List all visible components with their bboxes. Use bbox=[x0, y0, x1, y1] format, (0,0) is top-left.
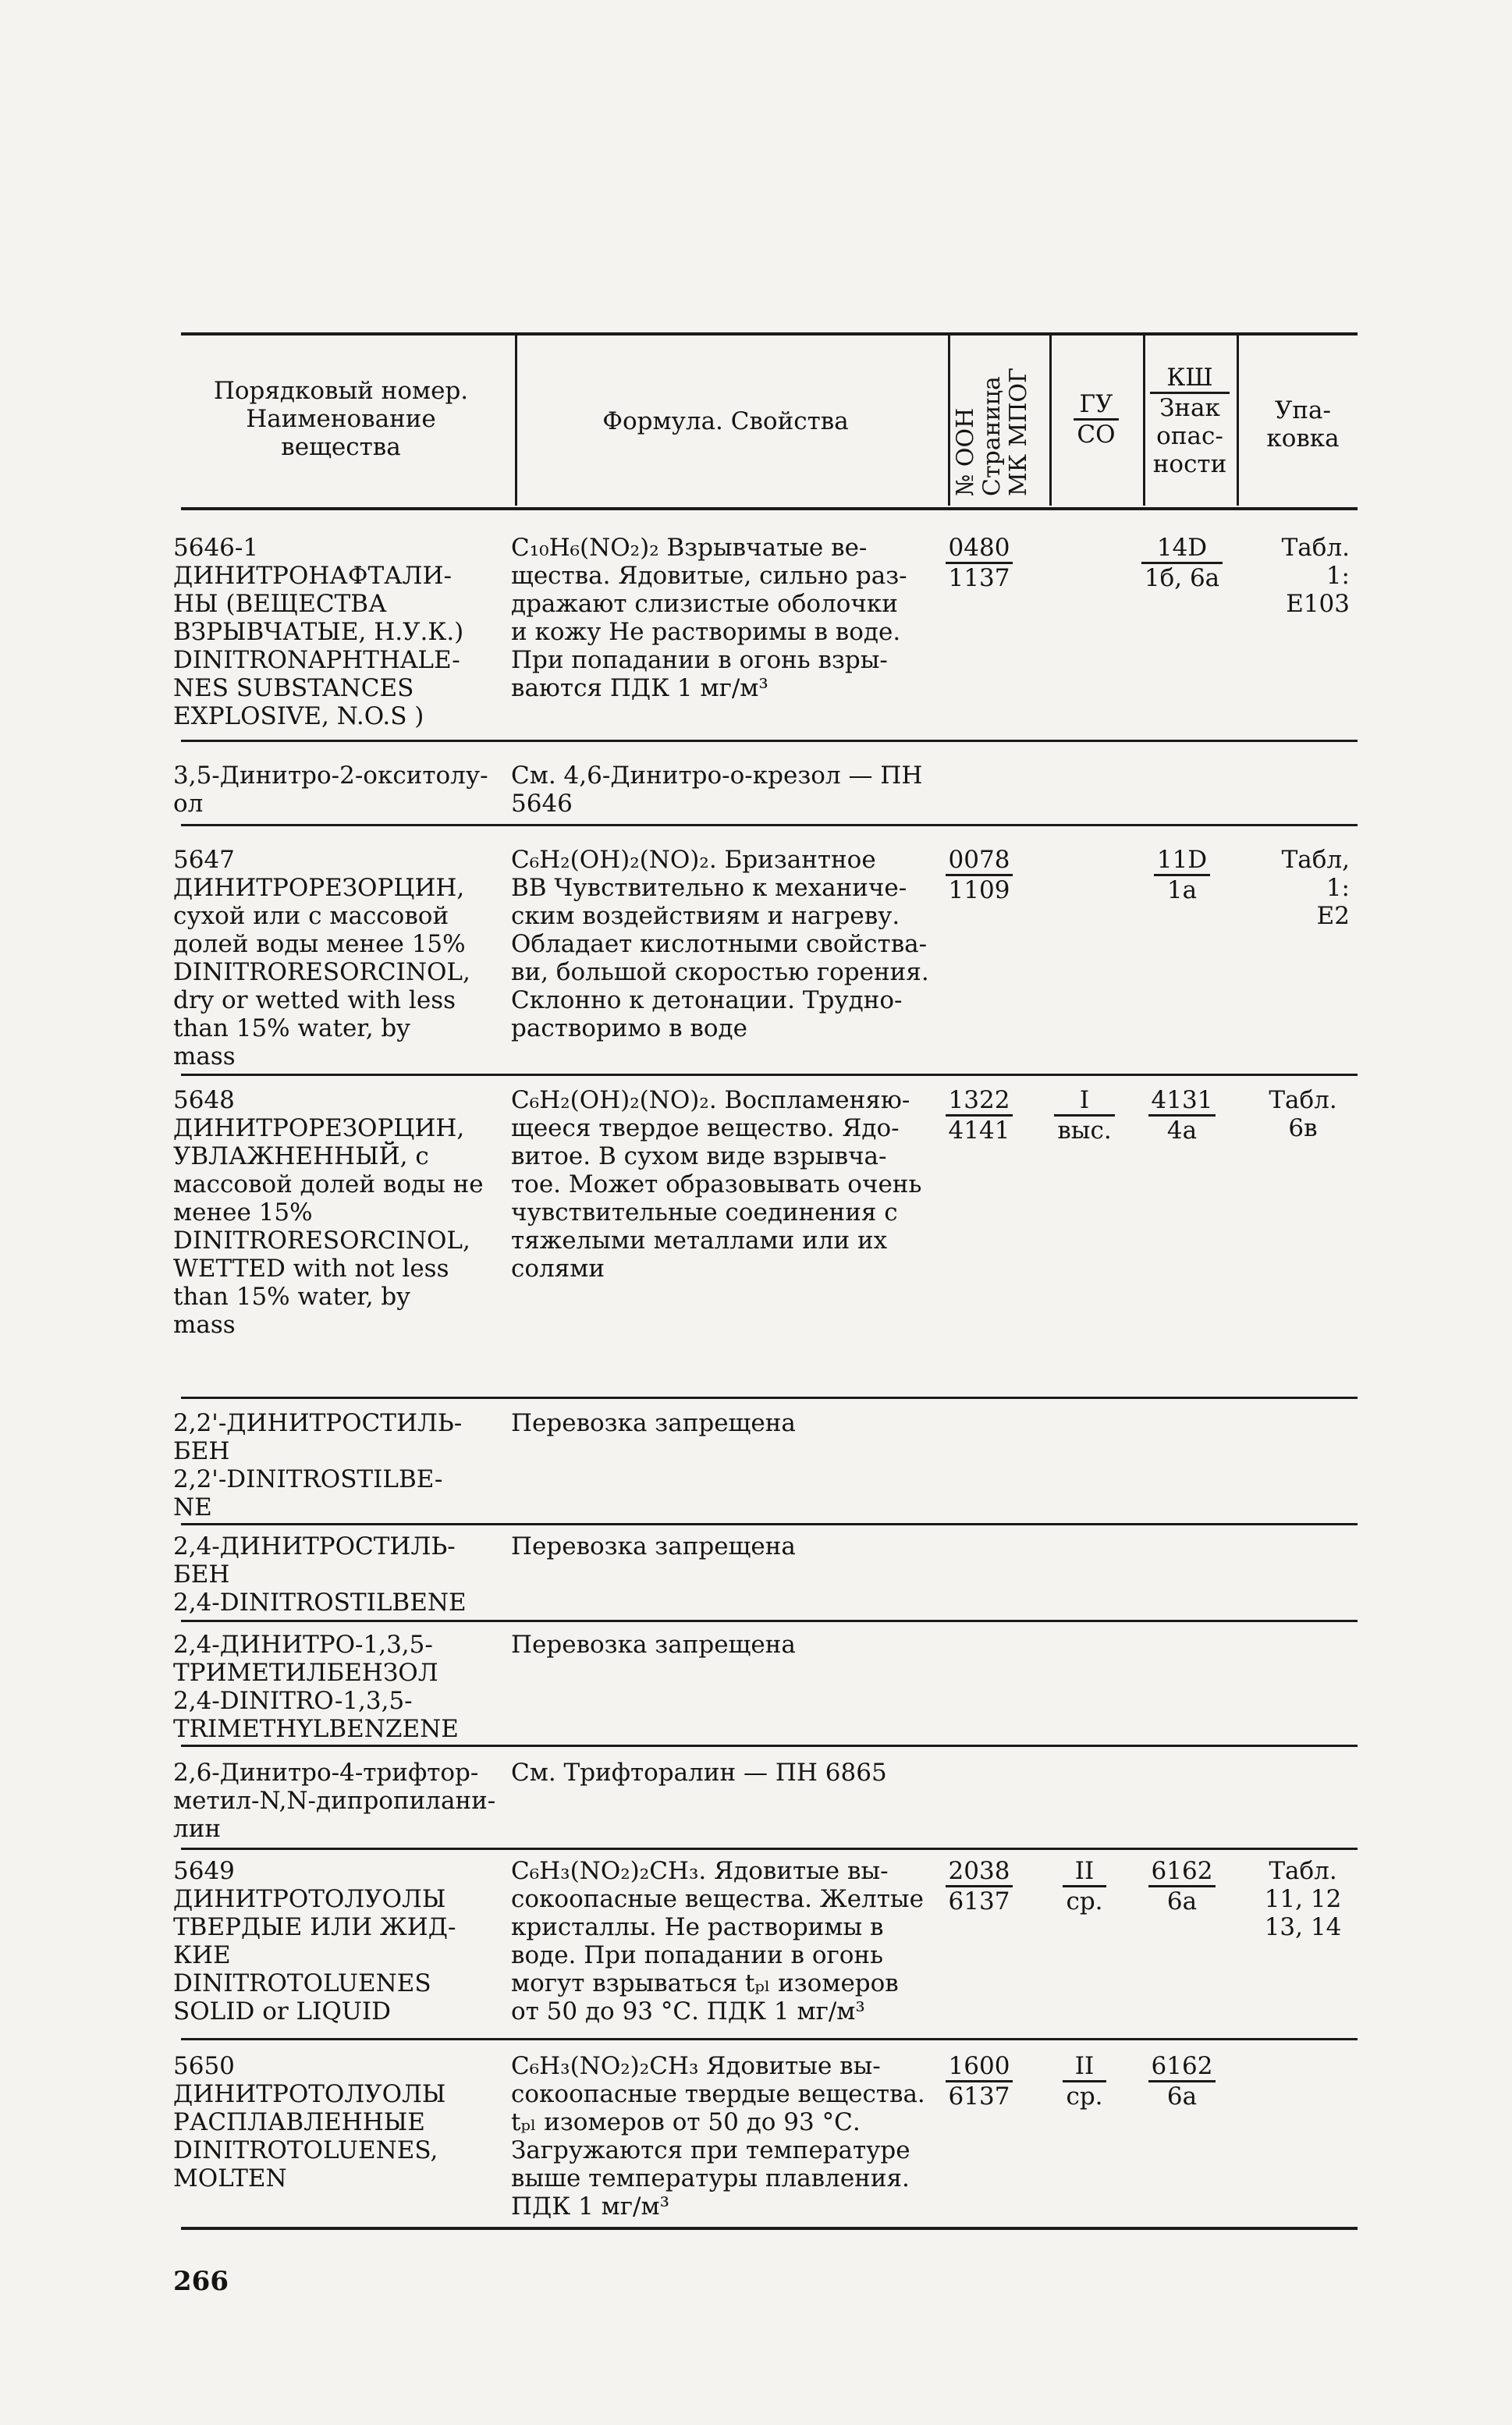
row-divider bbox=[181, 1620, 1358, 1622]
row-sign: 1б, 6а bbox=[1144, 564, 1220, 592]
row-un-page bbox=[944, 1086, 1014, 1145]
row-sign: 4а bbox=[1166, 1117, 1198, 1145]
row-name: 2,4-ДИНИТРО-1,3,5- ТРИМЕТИЛБЕНЗОЛ 2,4-DINITRO-1,3,5- TRIMETHYLBENZENE bbox=[173, 1631, 459, 1743]
row-pack: Табл. 1: E103 bbox=[1281, 534, 1350, 618]
header-top-rule bbox=[181, 332, 1358, 336]
row-un: 2038 bbox=[946, 1857, 1013, 1887]
header-divider-4 bbox=[1143, 336, 1145, 506]
row-props: См. Трифторалин — ПН 6865 bbox=[511, 1759, 887, 1787]
row-ksh: 6162 bbox=[1148, 2052, 1216, 2082]
row-sign: 1а bbox=[1166, 876, 1198, 904]
row-un: 0480 bbox=[946, 534, 1013, 564]
header-gu: ГУ bbox=[1074, 390, 1118, 421]
row-gu-co bbox=[1049, 2052, 1120, 2111]
row-pack: Табл, 1: E2 bbox=[1281, 846, 1350, 930]
header-page-b: МК МПОГ bbox=[1005, 367, 1032, 496]
row-un-page bbox=[944, 534, 1014, 592]
row-ksh-sign bbox=[1139, 534, 1225, 592]
header-bottom-rule bbox=[181, 507, 1358, 510]
row-ksh-sign bbox=[1139, 1086, 1225, 1145]
row-ksh: 11D bbox=[1154, 846, 1210, 876]
row-divider bbox=[181, 1745, 1358, 1747]
row-gu: I bbox=[1054, 1086, 1114, 1117]
header-sign: Знак опас- ности bbox=[1152, 394, 1227, 478]
row-divider bbox=[181, 1397, 1358, 1399]
row-page: 1137 bbox=[948, 564, 1010, 592]
row-ksh-sign bbox=[1139, 846, 1225, 904]
row-gu-co bbox=[1049, 1086, 1120, 1145]
header-ksh bbox=[1147, 364, 1233, 478]
header-gu-co bbox=[1057, 390, 1135, 449]
header-page-a: Страница bbox=[978, 376, 1006, 496]
row-un: 1322 bbox=[946, 1086, 1013, 1117]
row-page: 6137 bbox=[948, 2082, 1010, 2111]
row-page: 1109 bbox=[948, 876, 1010, 904]
header-props: Формула. Свойства bbox=[602, 407, 849, 435]
page-number: 266 bbox=[173, 2266, 229, 2297]
header-divider-3 bbox=[1049, 336, 1052, 506]
header-name: Порядковый номер. Наименование вещества bbox=[213, 377, 469, 461]
row-ksh: 4131 bbox=[1148, 1086, 1216, 1117]
row-name: 5646-1 ДИНИТРОНАФТАЛИ- НЫ (ВЕЩЕСТВА ВЗРЫВЧАТЫЕ, Н.У.К.) DINITRONAPHTHALE- NES SUBSTANCES EXPLOSIVE, N.O.S ) bbox=[173, 534, 464, 730]
header-pack: Упа- ковка bbox=[1266, 396, 1340, 453]
row-props: C₆H₃(NO₂)₂CH₃. Ядовитые вы- сокоопасные вещества. Желтые кристаллы. Не растворимы в воде. При попадании в огонь могут взрываться tₚₗ изомеров от 50 до 93 °С. ПДК 1 мг/м³ bbox=[511, 1857, 924, 2026]
row-props: Перевозка запрещена bbox=[511, 1631, 796, 1659]
header-un: № ООН bbox=[952, 407, 979, 496]
row-divider bbox=[181, 740, 1358, 742]
row-props: C₁₀H₆(NO₂)₂ Взрывчатые ве- щества. Ядовитые, сильно раз- дражают слизистые оболочки и кожу Не растворимы в воде. При попадании в огонь взры- ваются ПДК 1 мг/м³ bbox=[511, 534, 907, 702]
row-sign: 6а bbox=[1166, 1887, 1198, 1916]
row-divider bbox=[181, 2038, 1358, 2040]
row-un-page bbox=[944, 1857, 1014, 1916]
row-name: 3,5-Динитро-2-окситолу- ол bbox=[173, 762, 488, 818]
row-props: C₆H₂(OH)₂(NO)₂. Бризантное ВВ Чувствительно к механиче- ским воздействиям и нагреву. Обладает кислотными свойства- ви, большой скоростью горения. Склонно к детонации. Трудно- растворимо в воде bbox=[511, 846, 929, 1042]
row-props: Перевозка запрещена bbox=[511, 1409, 796, 1437]
row-name: 5650 ДИНИТРОТОЛУОЛЫ РАСПЛАВЛЕННЫЕ DINITROTOLUENES, MOLTEN bbox=[173, 2052, 446, 2192]
row-un-page bbox=[944, 2052, 1014, 2111]
row-pack: Табл. 11, 12 13, 14 bbox=[1264, 1857, 1342, 1941]
header-divider-5 bbox=[1237, 336, 1239, 506]
row-props: См. 4,6-Динитро-о-крезол — ПН 5646 bbox=[511, 762, 923, 818]
row-ksh-sign bbox=[1139, 2052, 1225, 2111]
row-divider bbox=[181, 1074, 1358, 1076]
header-divider-2 bbox=[948, 336, 950, 506]
row-ksh-sign bbox=[1139, 1857, 1225, 1916]
row-page: 6137 bbox=[948, 1887, 1010, 1916]
row-name: 5647 ДИНИТРОРЕЗОРЦИН, сухой или с массовой долей воды менее 15% DINITRORESORCINOL, dry or wetted with less than 15% water, by mass bbox=[173, 846, 470, 1070]
row-divider bbox=[181, 1848, 1358, 1850]
row-un-page bbox=[944, 846, 1014, 904]
row-co: выс. bbox=[1057, 1117, 1112, 1145]
row-props: C₆H₃(NO₂)₂CH₃ Ядовитые вы- сокоопасные твердые вещества. tₚₗ изомеров от 50 до 93 °С. Загружаются при температуре выше температуры плавления. ПДК 1 мг/м³ bbox=[511, 2052, 925, 2221]
header-ksh-top: КШ bbox=[1150, 364, 1230, 394]
row-divider bbox=[181, 1523, 1358, 1525]
header-divider-1 bbox=[515, 336, 517, 506]
row-page: 4141 bbox=[948, 1117, 1010, 1145]
header-co: СО bbox=[1077, 421, 1116, 449]
row-props: Перевозка запрещена bbox=[511, 1532, 796, 1560]
row-name: 2,2'-ДИНИТРОСТИЛЬ- БЕН 2,2'-DINITROSTILBE- NE bbox=[173, 1409, 463, 1521]
row-pack: Табл. 6в bbox=[1269, 1086, 1337, 1142]
row-name: 5648 ДИНИТРОРЕЗОРЦИН, УВЛАЖНЕННЫЙ, с массовой долей воды не менее 15% DINITRORESORCINOL, WETTED with not less than 15% water, by mass bbox=[173, 1086, 484, 1339]
row-name: 5649 ДИНИТРОТОЛУОЛЫ ТВЕРДЫЕ ИЛИ ЖИД- КИЕ DINITROTOLUENES SOLID or LIQUID bbox=[173, 1857, 456, 2026]
row-gu-co bbox=[1049, 1857, 1120, 1916]
row-gu: II bbox=[1063, 2052, 1106, 2082]
row-gu: II bbox=[1063, 1857, 1106, 1887]
table-bottom-rule bbox=[181, 2227, 1358, 2230]
row-ksh: 6162 bbox=[1148, 1857, 1216, 1887]
row-name: 2,4-ДИНИТРОСТИЛЬ- БЕН 2,4-DINITROSTILBENE bbox=[173, 1532, 467, 1617]
row-un: 1600 bbox=[946, 2052, 1013, 2082]
row-props: C₆H₂(OH)₂(NO)₂. Воспламеняю- щееся твердое вещество. Ядо- витое. В сухом виде взрывча- тое. Может образовывать очень чувствительные соединения с тяжелыми металлами или их солями bbox=[511, 1086, 922, 1283]
row-un: 0078 bbox=[946, 846, 1013, 876]
row-co: ср. bbox=[1066, 2082, 1103, 2111]
row-co: ср. bbox=[1066, 1887, 1103, 1916]
row-name: 2,6-Динитро-4-трифтор- метил-N,N-дипропилани- лин bbox=[173, 1759, 496, 1843]
row-sign: 6а bbox=[1166, 2082, 1198, 2111]
row-divider bbox=[181, 824, 1358, 826]
row-ksh: 14D bbox=[1141, 534, 1223, 564]
